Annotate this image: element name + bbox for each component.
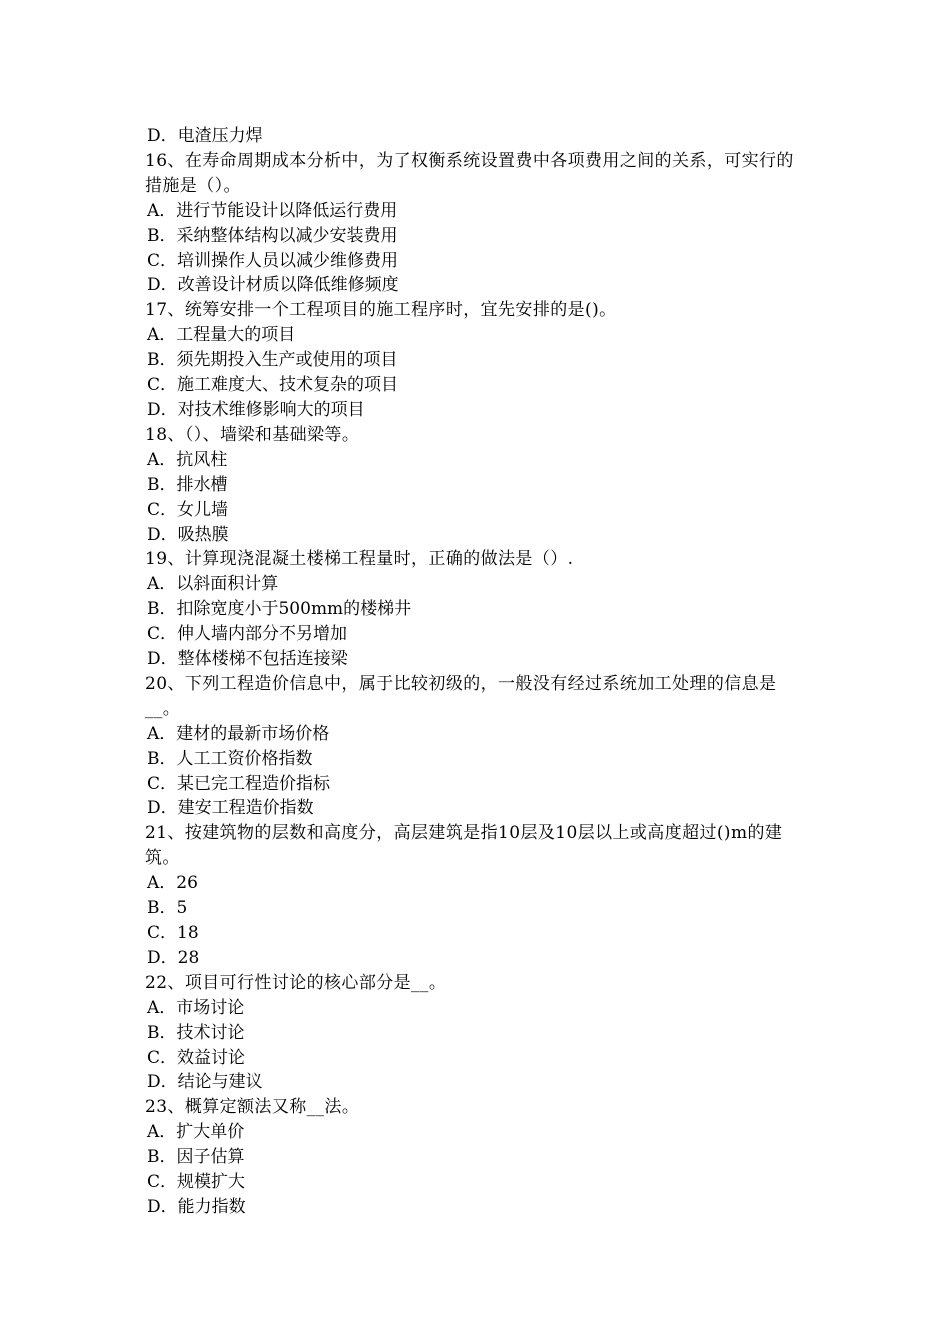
option-23c: C．规模扩大 [147, 1172, 246, 1193]
option-20a: A．建材的最新市场价格 [147, 723, 330, 744]
option-20d: D．建安工程造价指数 [147, 798, 314, 819]
option-23b: B．因子估算 [147, 1147, 245, 1168]
question-20: 20、下列工程造价信息中，属于比较初级的，一般没有经过系统加工处理的信息是__。 [145, 673, 777, 719]
option-22a: A．市场讨论 [147, 997, 245, 1018]
option-22b: B．技术讨论 [147, 1022, 245, 1043]
option-22d: D．结论与建议 [147, 1072, 263, 1093]
option-21a: A．26 [147, 873, 198, 894]
option-21d: D．28 [147, 947, 200, 968]
option-17a: A．工程量大的项目 [147, 325, 296, 346]
question-17: 17、统筹安排一个工程项目的施工程序时，宜先安排的是()。 [145, 300, 617, 321]
option-19c: C．伸人墙内部分不另增加 [147, 624, 348, 645]
option-16b: B．采纳整体结构以减少安装费用 [147, 225, 398, 246]
question-19: 19、计算现浇混凝土楼梯工程量时，正确的做法是（）. [145, 549, 574, 570]
option-21b: B．5 [147, 898, 188, 919]
option-17c: C．施工难度大、技术复杂的项目 [147, 375, 399, 396]
option-19b: B．扣除宽度小于500mm的楼梯井 [147, 599, 412, 620]
option-18c: C．女儿墙 [147, 499, 229, 520]
option-18a: A．抗风柱 [147, 449, 228, 470]
option-17b: B．须先期投入生产或使用的项目 [147, 350, 398, 371]
document-page [145, 124, 810, 1220]
option-20c: C．某已完工程造价指标 [147, 773, 331, 794]
option-17d: D．对技术维修影响大的项目 [147, 399, 365, 420]
question-23: 23、概算定额法又称__法。 [145, 1097, 360, 1118]
option-19a: A．以斜面积计算 [147, 574, 279, 595]
option-21c: C．18 [147, 923, 199, 943]
option-16c: C．培训操作人员以减少维修费用 [147, 250, 399, 271]
option-23a: A．扩大单价 [147, 1122, 245, 1143]
option-19d: D．整体楼梯不包括连接梁 [147, 649, 348, 670]
option-18d: D．吸热膜 [147, 524, 229, 545]
option-18b: B．排水槽 [147, 474, 228, 495]
question-18: 18、（）、墙梁和基础梁等。 [145, 424, 360, 445]
option-15d: D．电渣压力焊 [147, 126, 263, 146]
question-16: 16、在寿命周期成本分析中，为了权衡系统设置费中各项费用之间的关系，可实行的措施是（）。 [145, 150, 794, 196]
option-16d: D．改善设计材质以降低维修频度 [147, 275, 399, 296]
option-22c: C．效益讨论 [147, 1047, 246, 1068]
option-16a: A．进行节能设计以降低运行费用 [147, 200, 398, 221]
option-20b: B．人工工资价格指数 [147, 748, 313, 769]
question-21: 21、按建筑物的层数和高度分，高层建筑是指10层及10层以上或高度超过()m的建筑。 [145, 823, 783, 869]
option-23d: D．能力指数 [147, 1196, 246, 1217]
question-22: 22、项目可行性讨论的核心部分是__。 [145, 972, 447, 993]
